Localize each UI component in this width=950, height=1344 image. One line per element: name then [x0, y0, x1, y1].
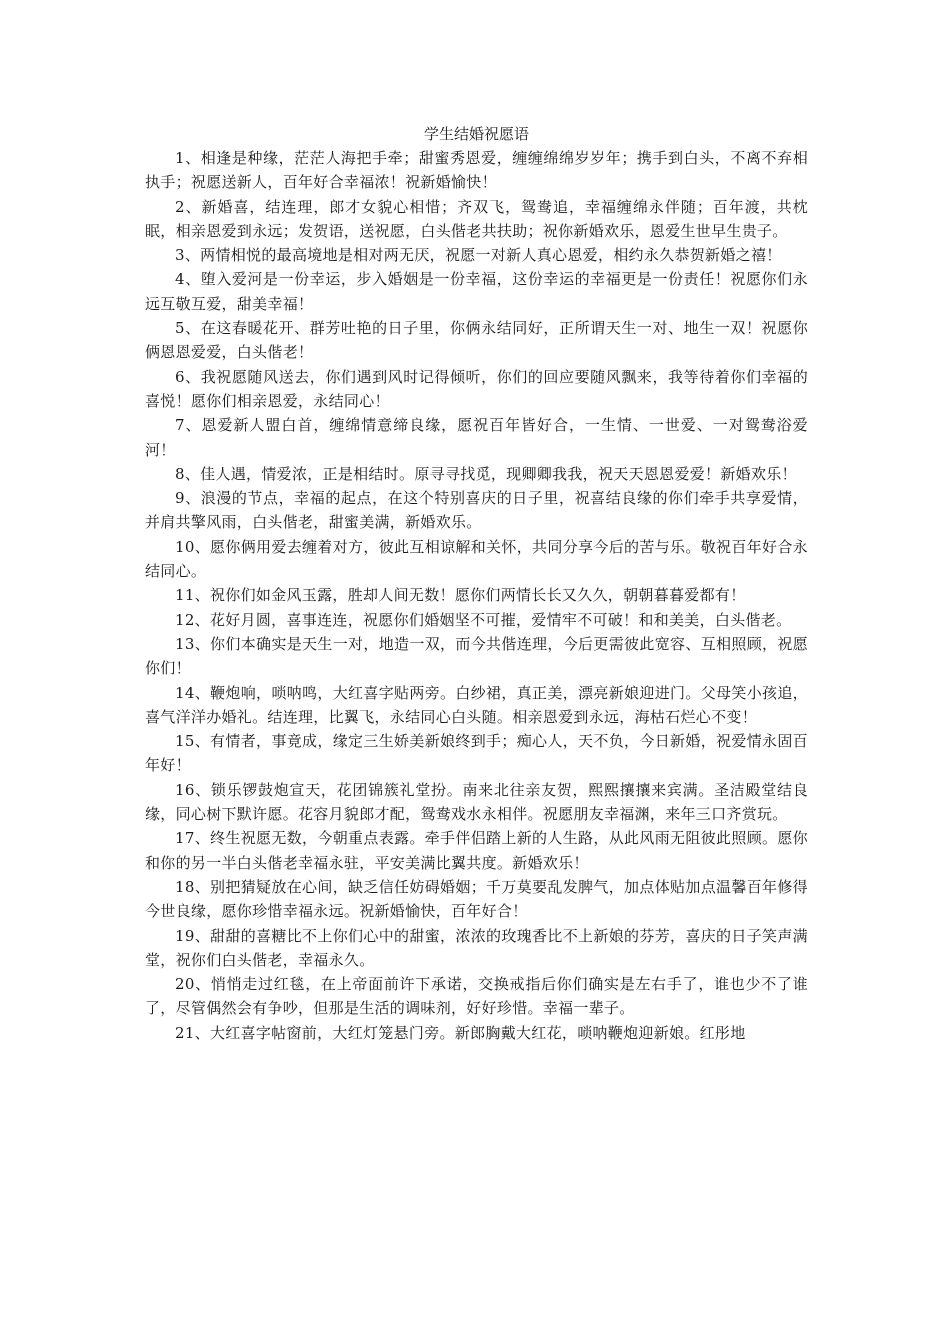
- paragraph: 7、恩爱新人盟白首，缠绵情意缔良缘，愿祝百年皆好合，一生情、一世爱、一对鸳鸯浴爱河！: [145, 416, 808, 459]
- paragraph: 11、祝你们如金风玉露，胜却人间无数！愿你们两情长长又久久，朝朝暮暮爱都有！: [175, 586, 746, 605]
- paragraph: 20、悄悄走过红毯，在上帝面前许下承诺，交换戒指后你们确实是左右手了，谁也少不了谁了，尽管偶然会有争吵，但那是生活的调味剂，好好珍惜。幸福一辈子。: [145, 975, 808, 1018]
- paragraph: 18、别把猜疑放在心间，缺乏信任妨碍婚姻；千万莫要乱发脾气，加点体贴加点温馨百年修得今世良缘，愿你珍惜幸福永远。祝新婚愉快，百年好合！: [145, 877, 808, 921]
- paragraph: 19、甜甜的喜糖比不上你们心中的甜蜜，浓浓的玫瑰香比不上新娘的芬芳，喜庆的日子笑声满堂，祝你们白头偕老，幸福永久。: [145, 926, 808, 969]
- document-title: 学生结婚祝愿语: [423, 125, 529, 143]
- paragraph: 9、浪漫的节点，幸福的起点，在这个特别喜庆的日子里，祝喜结良缘的你们牵手共享爱情，并肩共擎风雨，白头偕老，甜蜜美满，新婚欢乐。: [145, 489, 808, 532]
- paragraph: 16、锁乐锣鼓炮宣天，花团锦簇礼堂扮。南来北往亲友贺，熙熙攘攘来宾满。圣洁殿堂结良缘，同心树下默许愿。花容月貌郎才配，鸳鸯戏水永相伴。祝愿朋友幸福渊，来年三口齐赏玩。: [145, 780, 808, 824]
- paragraph: 12、花好月圆，喜事连连，祝愿你们婚姻坚不可摧，爱情牢不可破！和和美美，白头偕老。: [175, 610, 792, 629]
- paragraph: 4、堕入爱河是一份幸运，步入婚姻是一份幸福，这份幸运的幸福更是一份责任！祝愿你们永远互敬互爱，甜美幸福！: [145, 270, 808, 313]
- paragraph: 15、有情者，事竟成，缘定三生娇美新娘终到手；痴心人，天不负，今日新婚，祝爱情永固百年好！: [145, 732, 808, 775]
- paragraph: 13、你们本确实是天生一对，地造一双，而今共偕连理，今后更需彼此宽容、互相照顾，祝愿你们！: [145, 634, 808, 678]
- document-body: [145, 146, 808, 1045]
- paragraph: 3、两情相悦的最高境地是相对两无厌，祝愿一对新人真心恩爱，相约永久恭贺新婚之禧！: [175, 246, 782, 265]
- paragraph: 8、佳人遇，情爱浓，正是相结时。原寻寻找觅，现卿卿我我，祝天天恩恩爱爱！新婚欢乐！: [175, 464, 797, 483]
- paragraph: 17、终生祝愿无数，今朝重点表露。牵手伴侣踏上新的人生路，从此风雨无阻彼此照顾。愿你和你的另一半白头偕老幸福永驻，平安美满比翼共度。新婚欢乐！: [145, 829, 808, 872]
- paragraph: 14、鞭炮响，唢呐鸣，大红喜字贴两旁。白纱裙，真正美，漂亮新娘迎进门。父母笑小孩追，喜气洋洋办婚礼。结连理，比翼飞，永结同心白头随。相亲恩爱到永远，海枯石烂心不变！: [145, 683, 808, 726]
- paragraph: 5、在这春暖花开、群芳吐艳的日子里，你俩永结同好，正所谓天生一对、地生一双！祝愿你俩恩恩爱爱，白头偕老！: [145, 319, 808, 362]
- paragraph: 6、我祝愿随风送去，你们遇到风时记得倾听，你们的回应要随风飘来，我等待着你们幸福的喜悦！愿你们相亲恩爱，永结同心！: [145, 367, 808, 410]
- document-page: [145, 122, 808, 1045]
- paragraph: 21、大红喜字帖窗前，大红灯笼悬门旁。新郎胸戴大红花，唢呐鞭炮迎新娘。红彤地: [175, 1023, 746, 1042]
- paragraph: 2、新婚喜，结连理，郎才女貌心相惜；齐双飞，鸳鸯追，幸福缠绵永伴随；百年渡，共枕眠，相亲恩爱到永远；发贺语，送祝愿，白头偕老共扶助；祝你新婚欢乐，恩爱生世早生贵子。: [145, 197, 808, 240]
- paragraph: 1、相逢是种缘，茫茫人海把手牵；甜蜜秀恩爱，缠缠绵绵岁岁年；携手到白头，不离不弃相执手；祝愿送新人，百年好合幸福浓！祝新婚愉快！: [145, 149, 808, 192]
- paragraph: 10、愿你俩用爱去缠着对方，彼此互相谅解和关怀，共同分享今后的苦与乐。敬祝百年好合永结同心。: [145, 537, 808, 581]
